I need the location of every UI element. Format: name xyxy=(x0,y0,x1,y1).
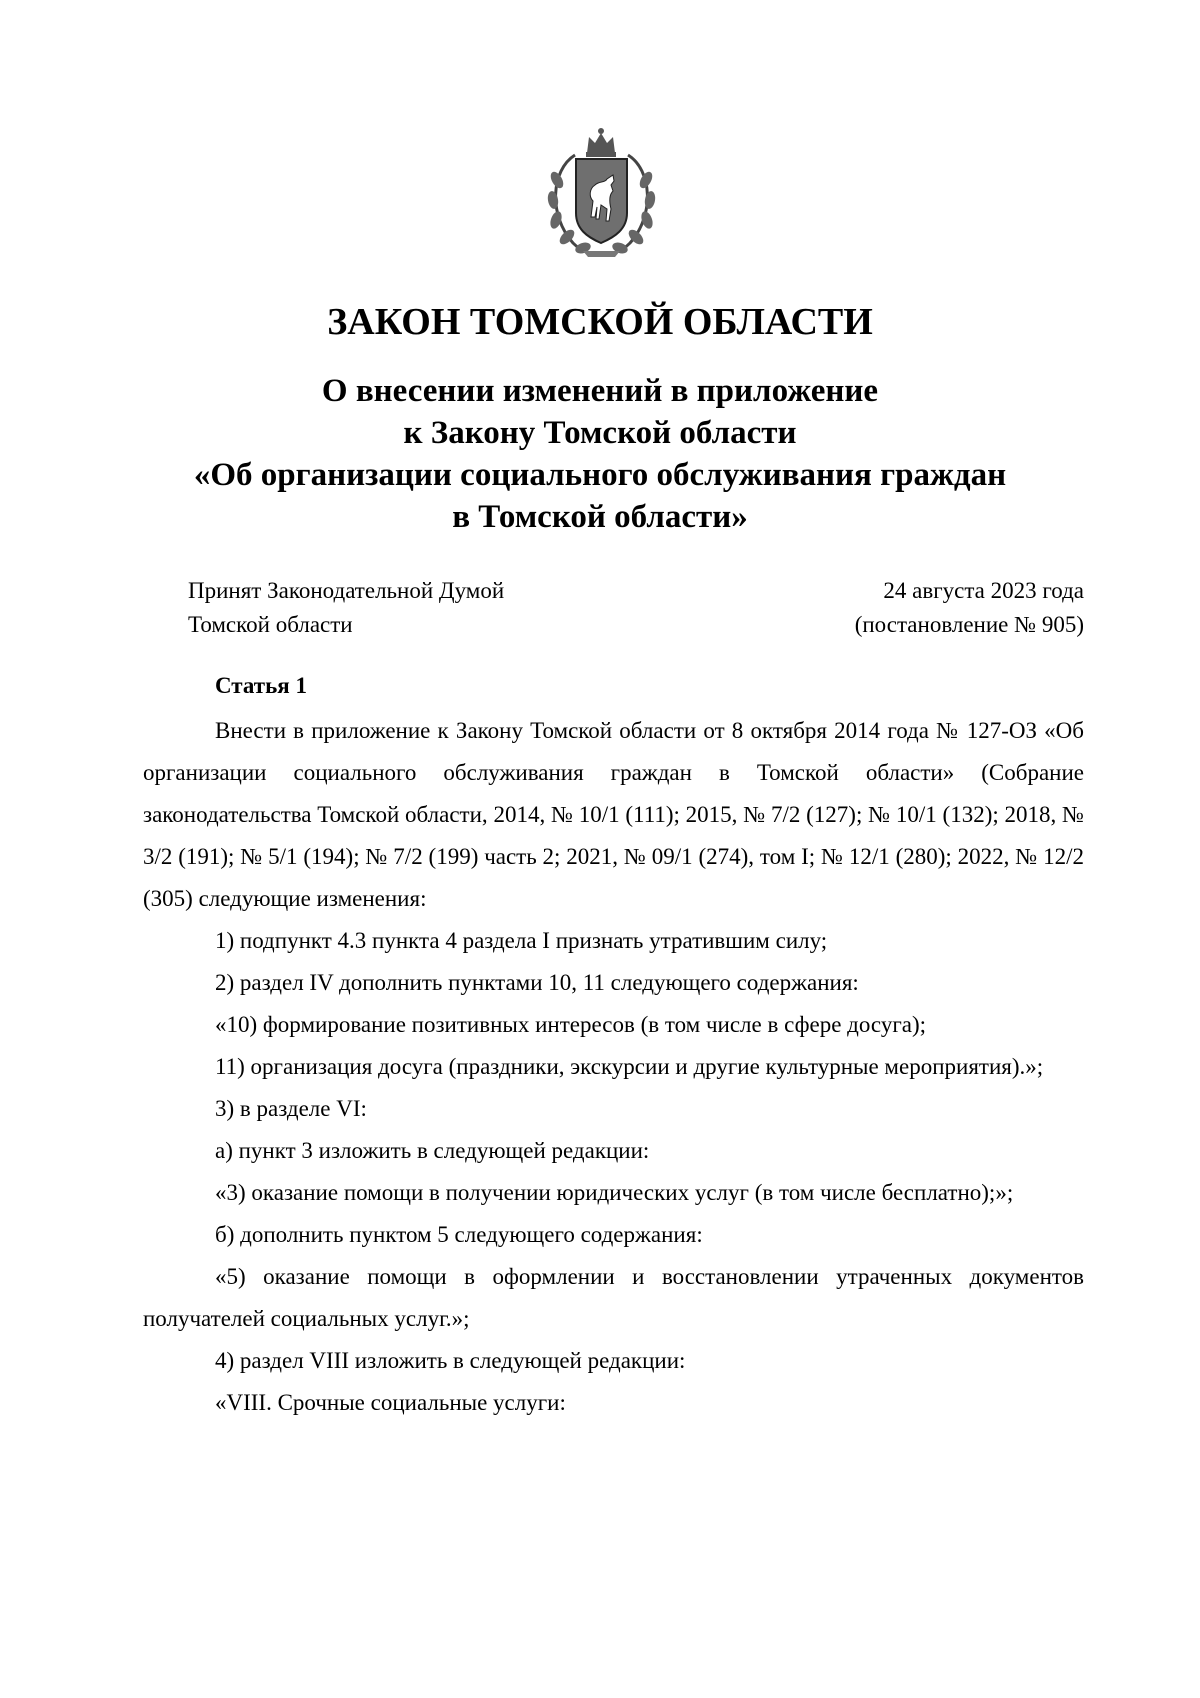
adopted-date-line: 24 августа 2023 года xyxy=(883,578,1084,603)
subtitle-line: О внесении изменений в приложение xyxy=(321,373,879,409)
paragraph: а) пункт 3 изложить в следующей редакции: xyxy=(215,1138,650,1163)
tomsk-oblast-coat-of-arms-icon xyxy=(543,125,660,260)
article-body xyxy=(143,710,1084,1424)
adopted-resolution-line: (постановление № 905) xyxy=(854,612,1084,637)
paragraph: «5) оказание помощи в оформлении и восстановлении утраченных документов получателей социальных услуг.»; xyxy=(143,1264,1084,1331)
paragraph: 2) раздел IV дополнить пунктами 10, 11 следующего содержания: xyxy=(215,970,859,995)
subtitle-line: в Томской области» xyxy=(452,499,748,535)
paragraph: «VIII. Срочные социальные услуги: xyxy=(215,1390,566,1415)
article-heading: Статья 1 xyxy=(215,673,307,698)
adopted-by-line: Томской области xyxy=(188,612,353,637)
paragraph: 1) подпункт 4.3 пункта 4 раздела I признать утратившим силу; xyxy=(215,928,828,953)
paragraph: «10) формирование позитивных интересов (в том числе в сфере досуга); xyxy=(215,1012,927,1037)
document-subtitle xyxy=(0,370,1200,538)
adopted-by xyxy=(188,574,504,642)
paragraph: 11) организация досуга (праздники, экскурсии и другие культурные мероприятия).»; xyxy=(215,1054,1044,1079)
adopted-by-line: Принят Законодательной Думой xyxy=(188,578,505,603)
paragraph: Внести в приложение к Закону Томской области от 8 октября 2014 года № 127-ОЗ «Об организации социального обслуживания граждан в Томской области» (Собрание законодательства Томской области, 2014, № 10/1 (111); 2015, № 7/2 (127); № 10/1 (132); 2018, № 3/2 (191); № 5/1 (194); № 7/2 (199) часть 2; 2021, № 09/1 (274), том I; № 12/1 (280); 2022, № 12/2 (305) следующие изменения: xyxy=(143,718,1084,911)
adopted-date xyxy=(855,574,1084,642)
document-title: ЗАКОН ТОМСКОЙ ОБЛАСТИ xyxy=(327,301,873,343)
subtitle-line: «Об организации социального обслуживания граждан xyxy=(193,457,1007,493)
paragraph: 3) в разделе VI: xyxy=(215,1096,367,1121)
paragraph: 4) раздел VIII изложить в следующей редакции: xyxy=(215,1348,686,1373)
paragraph: «3) оказание помощи в получении юридических услуг (в том числе бесплатно);»; xyxy=(215,1180,1014,1205)
paragraph: б) дополнить пунктом 5 следующего содержания: xyxy=(215,1222,703,1247)
subtitle-line: к Закону Томской области xyxy=(403,415,797,451)
